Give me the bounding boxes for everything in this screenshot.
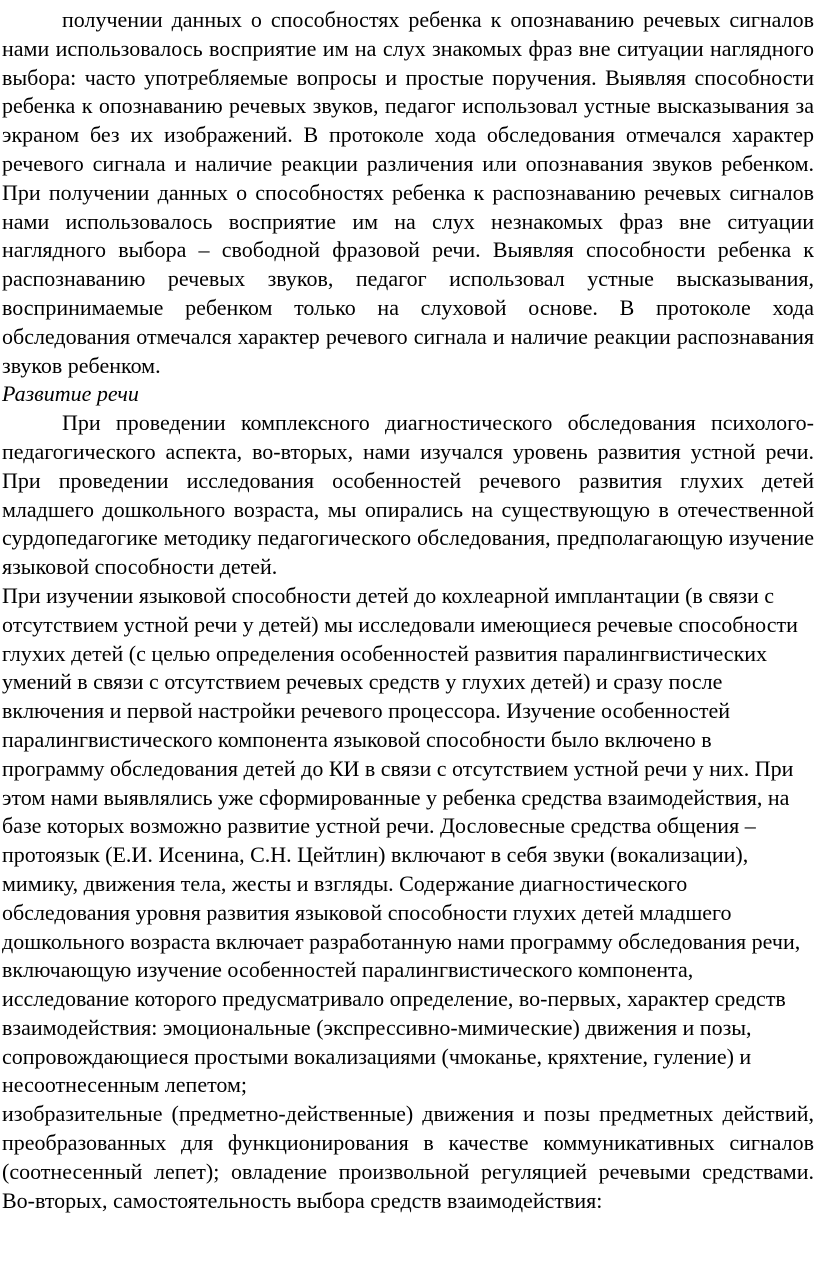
paragraph-language-ability: При изучении языковой способности детей до кохлеарной имплантации (в связи с отсутствием устной речи у детей) мы исследовали имеющиеся речевые способности глухих детей (с целью определения особенностей развития паралингвистических умений в связи с отсутствием речевых средств у глухих детей) и сразу после включения и первой настройки речевого процессора. Изучение особенностей паралингвистического компонента языковой способности было включено в программу обследования детей до КИ в связи с отсутствием устной речи у них. При этом нами выявлялись уже сформированные у ребенка средства взаимодействия, на базе которых возможно развитие устной речи. Дословесные средства общения – протоязык (Е.И. Исенина, С.Н. Цейтлин) включают в себя звуки (вокализации), мимику, движения тела, жесты и взгляды. Содержание диагностического обследования уровня развития языковой способности глухих детей младшего дошкольного возраста включает разработанную нами программу обследования речи, включающую изучение особенностей паралингвистического компонента, исследование которого предусматривало определение, во-первых, характер средств взаимодействия: эмоциональные (экспрессивно-мимические) движения и позы, сопровождающиеся простыми вокализациями (чмоканье, кряхтение, гуление) и несоотнесенным лепетом; <box>2 582 801 1098</box>
paragraph-complex-diagnostics: При проведении комплексного диагностического обследования психолого-педагогического аспекта, во-вторых, нами изучался уровень развития устной речи. При проведении исследования особенностей речевого развития глухих детей младшего дошкольного возраста, мы опирались на существующую в отечественной сурдопедагогике методику педагогического обследования, предполагающую изучение языковой способности детей. <box>2 410 814 580</box>
paragraph-depictive-movements: изобразительные (предметно-действенные) движения и позы предметных действий, преобразованных для функционирования в качестве коммуникативных сигналов (соотнесенный лепет); овладение произвольной регуляцией речевыми средствами. Во-вторых, самостоятельность выбора средств взаимодействия: <box>2 1101 814 1213</box>
paragraph-hearing-recognition: получении данных о способностях ребенка к опознаванию речевых сигналов нами использовалось восприятие им на слух знакомых фраз вне ситуации наглядного выбора: часто употребляемые вопросы и простые поручения. Выявляя способности ребенка к опознаванию речевых звуков, педагог использовал устные высказывания за экраном без их изображений. В протоколе хода обследования отмечался характер речевого сигнала и наличие реакции различения или опознавания звуков ребенком. При получении данных о способностях ребенка к распознаванию речевых сигналов нами использовалось восприятие им на слух незнакомых фраз вне ситуации наглядного выбора – свободной фразовой речи. Выявляя способности ребенка к распознаванию речевых звуков, педагог использовал устные высказывания, воспринимаемые ребенком только на слуховой основе. В протоколе хода обследования отмечался характер речевого сигнала и наличие реакции распознавания звуков ребенком. <box>2 7 814 378</box>
section-heading-speech-development: Развитие речи <box>2 381 139 407</box>
